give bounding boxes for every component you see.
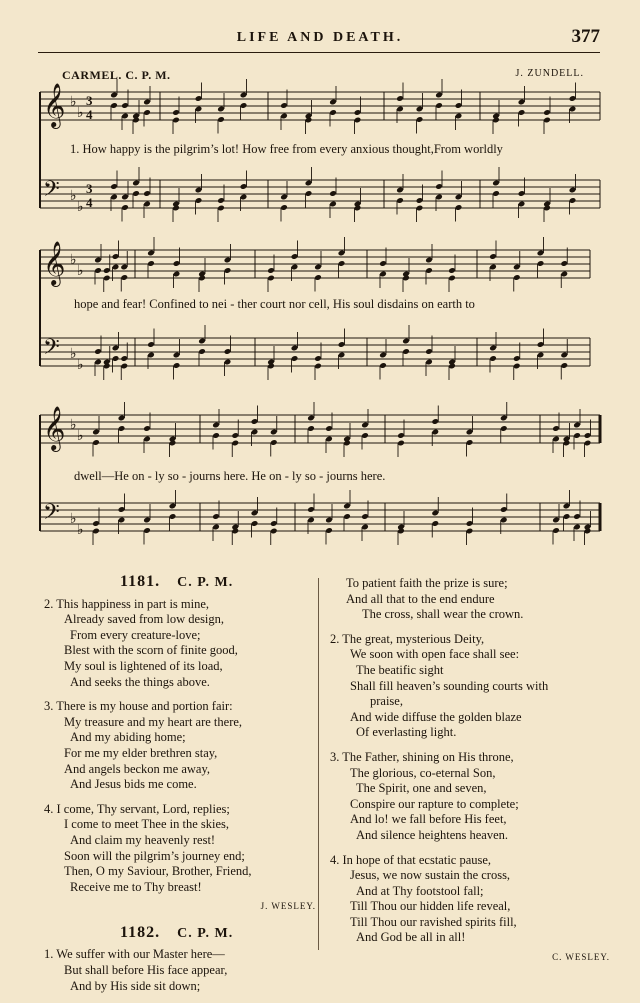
verse-line: I come to meet Thee in the skies, xyxy=(64,817,229,832)
verse-line: 1. We suffer with our Master here— xyxy=(44,947,225,962)
hymn-1182-stanza-1-end xyxy=(330,576,610,623)
verse-line: We soon with open face shall see: xyxy=(350,647,520,662)
treble-clef-icon: 𝄞 xyxy=(43,406,66,450)
flat-sign-icon: ♭ xyxy=(77,106,84,121)
verse-line: Of everlasting light. xyxy=(356,725,457,740)
right-column xyxy=(330,576,610,976)
verse-line: And Jesus bids me come. xyxy=(70,777,197,792)
time-signature: 3 xyxy=(86,93,93,108)
verse-line: Conspire our rapture to complete; xyxy=(350,796,519,811)
verse-line: The Spirit, one and seven, xyxy=(356,781,487,796)
time-signature: 4 xyxy=(86,107,93,122)
verse-line: 3. The Father, shining on His throne, xyxy=(330,749,514,764)
verse-line: 3. There is my house and portion fair: xyxy=(44,699,233,714)
verse-line: Already saved from low design, xyxy=(64,612,225,627)
verse-line: The beatific sight xyxy=(356,662,444,677)
hymn-1182-stanza-1-start xyxy=(44,947,316,994)
tune-name: CARMEL. C. P. M. xyxy=(62,68,171,82)
verse-line: 4. In hope of that ecstatic pause, xyxy=(330,852,492,867)
running-title: LIFE AND DEATH. xyxy=(236,30,404,45)
flat-sign-icon: ♭ xyxy=(77,523,84,538)
verse-line: My soul is lightened of its load, xyxy=(64,658,223,673)
hymn-1181-number: 1181. xyxy=(120,573,161,590)
verse-line: And seeks the things above. xyxy=(70,674,210,689)
verse-line: The glorious, co-eternal Son, xyxy=(350,765,496,780)
left-column xyxy=(44,574,316,1003)
verse-line: And silence heightens heaven. xyxy=(356,827,509,842)
verse-line: For me my elder brethren stay, xyxy=(64,745,218,760)
verse-line: But shall before His face appear, xyxy=(64,963,228,978)
verse-line: And all that to the end endure xyxy=(346,591,495,606)
hymn-1181-stanza-2 xyxy=(44,597,316,691)
flat-sign-icon: ♭ xyxy=(77,429,84,444)
lyric-line-1: 1. How happy is the pilgrim’s lot! How free from every anxious thought,From worldly xyxy=(70,142,503,156)
verse-line: 2. The great, mysterious Deity, xyxy=(330,631,485,646)
verse-line: And God be all in all! xyxy=(356,930,466,945)
bass-clef-icon: 𝄢 xyxy=(43,335,60,365)
verse-line: And my abiding home; xyxy=(70,730,186,745)
hymn-1182-stanza-3 xyxy=(330,750,610,844)
verse-line: And at Thy footstool fall; xyxy=(356,883,484,898)
flat-sign-icon: ♭ xyxy=(70,418,77,433)
flat-sign-icon: ♭ xyxy=(70,95,77,110)
verse-line: 2. This happiness in part is mine, xyxy=(44,596,210,611)
verse-line: praise, xyxy=(370,694,403,709)
flat-sign-icon: ♭ xyxy=(70,512,77,527)
time-signature: 4 xyxy=(86,195,93,210)
hymn-1181-stanza-3 xyxy=(44,699,316,793)
hymn-1181-heading xyxy=(120,574,316,591)
flat-sign-icon: ♭ xyxy=(77,264,84,279)
verse-line: And angels beckon me away, xyxy=(64,761,211,776)
verse-line: My treasure and my heart are there, xyxy=(64,714,243,729)
verse-line: To patient faith the prize is sure; xyxy=(346,576,508,590)
verse-line: And by His side sit down; xyxy=(70,978,201,993)
time-signature: 3 xyxy=(86,181,93,196)
flat-sign-icon: ♭ xyxy=(70,189,77,204)
treble-clef-icon: 𝄞 xyxy=(43,241,66,285)
lyric-line-2: hope and fear! Confined to nei - ther court nor cell, His soul disdains on earth to xyxy=(74,297,475,311)
hymn-1182-heading xyxy=(120,925,316,942)
composer-name: J. ZUNDELL. xyxy=(515,68,584,79)
flat-sign-icon: ♭ xyxy=(77,200,84,215)
hymn-1182-number: 1182. xyxy=(120,923,161,941)
hymn-1182-stanza-4 xyxy=(330,853,610,947)
page-number: 377 xyxy=(571,26,600,47)
column-divider xyxy=(318,578,319,950)
bass-clef-icon: 𝄢 xyxy=(43,177,60,207)
treble-clef-icon: 𝄞 xyxy=(43,83,66,127)
verse-line: Jesus, we now sustain the cross, xyxy=(350,868,511,883)
verse-line: Receive me to Thy breast! xyxy=(70,879,202,894)
flat-sign-icon: ♭ xyxy=(77,358,84,373)
hymn-1181-author: J. WESLEY. xyxy=(260,901,316,912)
flat-sign-icon: ♭ xyxy=(70,347,77,362)
verse-line: Then, O my Saviour, Brother, Friend, xyxy=(64,864,252,879)
hymn-1182-stanza-2 xyxy=(330,632,610,741)
verse-line: From every creature-love; xyxy=(70,627,201,642)
lyric-line-3: dwell—He on - ly so - journs here. He on - ly so - journs here. xyxy=(74,469,386,483)
hymn-1181-stanza-4 xyxy=(44,802,316,896)
verse-line: And claim my heavenly rest! xyxy=(70,832,216,847)
hymn-1181-meter: C. P. M. xyxy=(177,575,234,590)
verse-line: Till Thou our ravished spirits fill, xyxy=(350,914,517,929)
verse-line: Blest with the scorn of finite good, xyxy=(64,643,238,658)
verse-line: The cross, shall wear the crown. xyxy=(362,607,524,622)
hymn-1182-author: C. WESLEY. xyxy=(552,952,610,963)
flat-sign-icon: ♭ xyxy=(70,253,77,268)
verse-line: And lo! we fall before His feet, xyxy=(350,812,507,827)
verse-line: Till Thou our hidden life reveal, xyxy=(350,899,511,914)
hymn-1182-meter: C. P. M. xyxy=(177,925,234,941)
bass-clef-icon: 𝄢 xyxy=(43,500,60,530)
verse-line: 4. I come, Thy servant, Lord, replies; xyxy=(44,801,230,816)
verse-line: Soon will the pilgrim’s journey end; xyxy=(64,848,245,863)
verse-line: Shall fill heaven’s sounding courts with xyxy=(350,678,549,693)
verse-line: And wide diffuse the golden blaze xyxy=(350,709,522,724)
